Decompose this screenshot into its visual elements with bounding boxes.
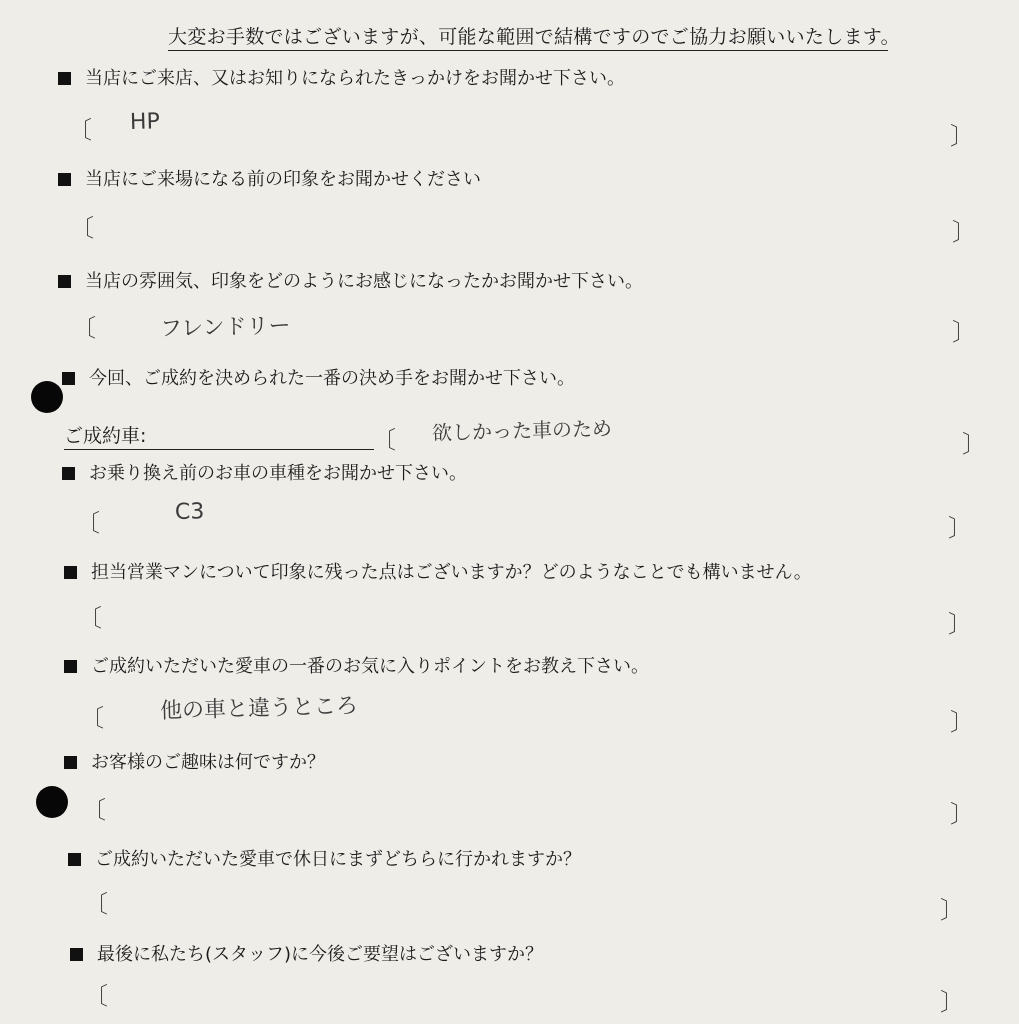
bracket-close: 〕 — [950, 122, 974, 150]
square-bullet-icon — [62, 372, 75, 385]
question-9-text: ご成約いただいた愛車で休日にまずどちらに行かれますか？ — [95, 849, 581, 870]
survey-header: 大変お手数ではございますが、可能な範囲で結構ですのでご協力お願いいたします。 — [168, 22, 888, 51]
question-6 — [64, 558, 812, 584]
punch-hole — [36, 786, 68, 818]
square-bullet-icon — [58, 173, 71, 186]
bracket-close: 〕 — [948, 610, 972, 638]
square-bullet-icon — [70, 948, 83, 961]
car-label: ご成約車: — [64, 421, 374, 450]
question-5-text: お乗り換え前のお車の車種をお聞かせ下さい。 — [89, 463, 467, 484]
bracket-open: 〔 — [82, 796, 106, 824]
answer-5: C3 — [174, 499, 205, 525]
square-bullet-icon — [62, 467, 75, 480]
bracket-open: 〔 — [372, 426, 396, 454]
bracket-close: 〕 — [950, 708, 974, 736]
bracket-close: 〕 — [952, 318, 976, 346]
question-10-text: 最後に私たち(スタッフ)に今後ご要望はございますか？ — [97, 944, 544, 965]
bracket-close: 〕 — [952, 218, 976, 246]
square-bullet-icon — [64, 660, 77, 673]
question-2-text: 当店にご来場になる前の印象をお聞かせください — [85, 169, 481, 190]
square-bullet-icon — [68, 853, 81, 866]
question-6-text: 担当営業マンについて印象に残った点はございますか？どのようなことでも構いません。 — [91, 562, 812, 583]
car-answer: 欲しかった車のため — [431, 416, 613, 445]
square-bullet-icon — [58, 275, 71, 288]
bracket-open: 〔 — [70, 214, 94, 242]
answer-7: 他の車と違うところ — [159, 693, 359, 724]
question-1 — [58, 64, 625, 90]
question-2 — [58, 165, 481, 191]
bracket-open: 〔 — [84, 890, 108, 918]
question-1-text: 当店にご来店、又はお知りになられたきっかけをお聞かせ下さい。 — [85, 68, 625, 89]
bracket-close: 〕 — [940, 988, 964, 1016]
bracket-close: 〕 — [948, 514, 972, 542]
bracket-open: 〔 — [76, 509, 100, 537]
square-bullet-icon — [64, 756, 77, 769]
bracket-close: 〕 — [950, 800, 974, 828]
question-3 — [58, 267, 643, 293]
square-bullet-icon — [58, 72, 71, 85]
bracket-close: 〕 — [940, 896, 964, 924]
question-4 — [62, 364, 575, 390]
bracket-open: 〔 — [80, 704, 104, 732]
question-5 — [62, 459, 467, 485]
question-3-text: 当店の雰囲気、印象をどのようにお感じになったかお聞かせ下さい。 — [85, 271, 643, 292]
bracket-open: 〔 — [68, 116, 92, 144]
bracket-open: 〔 — [72, 314, 96, 342]
square-bullet-icon — [64, 566, 77, 579]
question-9 — [68, 845, 581, 871]
question-8-text: お客様のご趣味は何ですか？ — [91, 752, 325, 773]
punch-hole — [31, 381, 63, 413]
bracket-close: 〕 — [962, 430, 986, 458]
bracket-open: 〔 — [78, 604, 102, 632]
question-4-text: 今回、ご成約を決められた一番の決め手をお聞かせ下さい。 — [89, 368, 575, 389]
question-8 — [64, 748, 325, 774]
answer-1: HP — [129, 109, 161, 135]
bracket-open: 〔 — [84, 982, 108, 1010]
question-10 — [70, 940, 543, 966]
question-7-text: ご成約いただいた愛車の一番のお気に入りポイントをお教え下さい。 — [91, 656, 649, 677]
question-7 — [64, 652, 649, 678]
answer-3: フレンドリー — [159, 313, 291, 342]
